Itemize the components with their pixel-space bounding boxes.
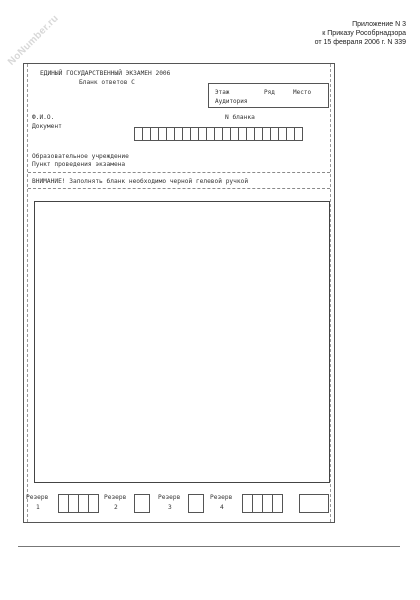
right-dashed-margin [330,64,331,522]
row-label: Ряд [264,89,275,96]
reserve-1-label: Резерв [26,494,49,501]
reserve-4-number: 4 [220,504,224,511]
reserve-3-label: Резерв [158,494,181,501]
reserve-2-cells[interactable] [135,494,150,513]
edu-institution-label: Образовательное учреждение [32,153,129,160]
appendix-line-1: Приложение N 3 [352,21,406,28]
reserve-cell[interactable] [272,494,283,513]
reserve-extra-box[interactable] [300,494,329,513]
appendix-line-3: от 15 февраля 2006 г. N 339 [314,39,406,46]
reserve-cell[interactable] [134,494,150,513]
footer-divider [18,546,400,547]
reserve-cell[interactable] [299,494,329,513]
form-subtitle: Бланк ответов С [79,79,135,86]
floor-label: Этаж [215,89,230,96]
reserve-cell[interactable] [88,494,99,513]
appendix-note [315,20,406,47]
reserve-cell[interactable] [188,494,204,513]
place-label: Место [293,89,312,96]
blank-number-label: N бланка [225,114,255,121]
watermark: NoNumber.ru [6,12,61,68]
answer-area[interactable] [34,201,330,483]
warning-text: ВНИМАНИЕ! Заполнять бланк необходимо черной гелевой ручкой [32,178,249,185]
answer-form-sheet [23,63,335,523]
form-title: ЕДИНЫЙ ГОСУДАРСТВЕННЫЙ ЭКЗАМЕН 2006 [40,70,171,77]
reserve-3-number: 3 [168,504,172,511]
exam-point-label: Пункт проведения экзамена [32,161,126,168]
fio-label: Ф.И.О. [32,114,55,121]
reserve-1-number: 1 [36,504,40,511]
reserve-3-cells[interactable] [189,494,204,513]
dashed-divider [28,172,330,173]
appendix-line-2: к Приказу Рособрнадзора [322,30,406,37]
reserve-4-cells[interactable] [243,494,283,513]
seat-info-box[interactable] [208,83,329,108]
document-label: Документ [32,123,62,130]
dashed-divider [28,188,330,189]
left-dashed-margin [27,64,28,522]
blank-number-grid[interactable] [135,127,303,141]
reserve-2-number: 2 [114,504,118,511]
reserve-4-label: Резерв [210,494,233,501]
reserve-1-cells[interactable] [59,494,99,513]
blank-number-cell[interactable] [294,127,303,141]
auditorium-label: Аудитория [215,98,248,105]
reserve-2-label: Резерв [104,494,127,501]
